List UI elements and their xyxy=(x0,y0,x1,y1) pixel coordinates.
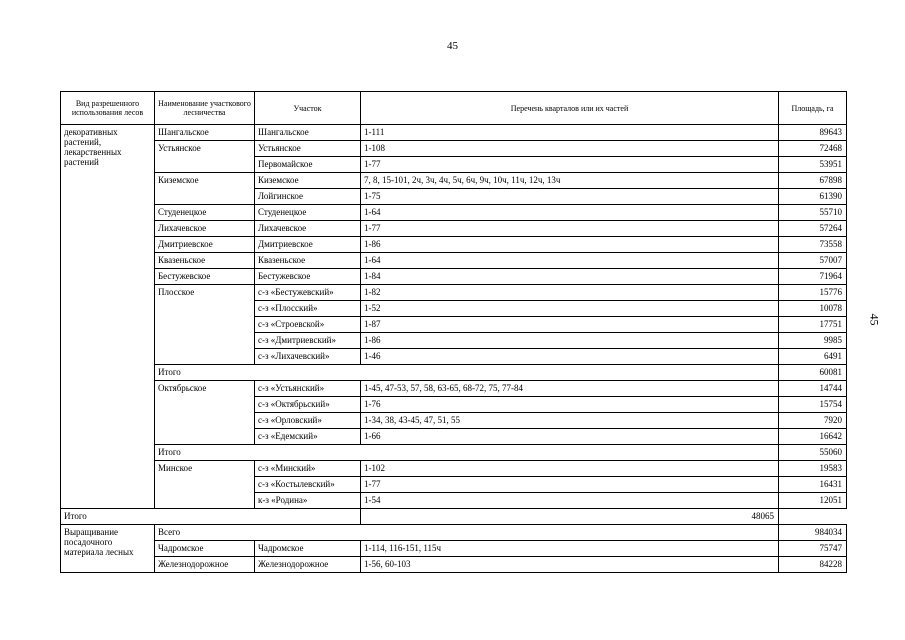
plot-cell: с-з «Плосский» xyxy=(255,301,361,317)
forestry-cell: Дмитриевское xyxy=(155,237,255,253)
forestry-cell: Шангальское xyxy=(155,125,255,141)
header-plot: Участок xyxy=(255,92,361,125)
quarters-cell: 1-77 xyxy=(361,157,779,173)
table-row xyxy=(61,541,847,557)
header-area: Площадь, га xyxy=(779,92,847,125)
header-row xyxy=(61,92,847,125)
area-cell: 9985 xyxy=(779,333,847,349)
plot-cell: Железнодорожное xyxy=(255,557,361,573)
quarters-cell: 1-77 xyxy=(361,221,779,237)
quarters-cell: 1-34, 38, 43-45, 47, 51, 55 xyxy=(361,413,779,429)
plot-cell: Лихачевское xyxy=(255,221,361,237)
area-cell: 17751 xyxy=(779,317,847,333)
use-type-cell: декоративных растений, лекарственных растений xyxy=(61,125,155,509)
quarters-cell: 1-77 xyxy=(361,477,779,493)
plot-cell: Первомайское xyxy=(255,157,361,173)
subtotal-area: 60081 xyxy=(779,365,847,381)
quarters-cell: 1-56, 60-103 xyxy=(361,557,779,573)
plot-cell: Чадромское xyxy=(255,541,361,557)
header-use-type: Вид разрешенного использования лесов xyxy=(61,92,155,125)
use-type-cell: Выращивание посадочного материала лесных xyxy=(61,525,155,573)
quarters-cell: 1-54 xyxy=(361,493,779,509)
forestry-cell: Чадромское xyxy=(155,541,255,557)
forestry-cell: Киземское xyxy=(155,173,255,205)
table-row xyxy=(61,205,847,221)
subtotal-row xyxy=(61,365,847,381)
forestry-cell: Минское xyxy=(155,461,255,509)
plot-cell: Киземское xyxy=(255,173,361,189)
plot-cell: с-з «Лихачевский» xyxy=(255,349,361,365)
header-quarters: Перечень кварталов или их частей xyxy=(361,92,779,125)
quarters-cell: 1-45, 47-53, 57, 58, 63-65, 68-72, 75, 77-84 xyxy=(361,381,779,397)
quarters-cell: 1-64 xyxy=(361,253,779,269)
subtotal-area: 48065 xyxy=(361,509,779,525)
plot-cell: с-з «Едемский» xyxy=(255,429,361,445)
quarters-cell: 1-87 xyxy=(361,317,779,333)
plot-cell: Дмитриевское xyxy=(255,237,361,253)
plot-cell: с-з «Минский» xyxy=(255,461,361,477)
quarters-cell: 1-82 xyxy=(361,285,779,301)
area-cell: 16642 xyxy=(779,429,847,445)
plot-cell: с-з «Бестужевский» xyxy=(255,285,361,301)
area-cell: 15754 xyxy=(779,397,847,413)
total-area: 984034 xyxy=(779,525,847,541)
area-cell: 12051 xyxy=(779,493,847,509)
subtotal-area: 55060 xyxy=(779,445,847,461)
total-row xyxy=(61,525,847,541)
plot-cell: Квазеньское xyxy=(255,253,361,269)
quarters-cell: 1-46 xyxy=(361,349,779,365)
forestry-cell: Плосское xyxy=(155,285,255,365)
forestry-cell: Железнодорожное xyxy=(155,557,255,573)
quarters-cell: 1-76 xyxy=(361,397,779,413)
subtotal-row xyxy=(61,445,847,461)
quarters-cell: 1-75 xyxy=(361,189,779,205)
total-label: Всего xyxy=(155,525,779,541)
table-row xyxy=(61,253,847,269)
table-row xyxy=(61,237,847,253)
subtotal-label: Итого xyxy=(155,365,779,381)
table-row xyxy=(61,221,847,237)
area-cell: 89643 xyxy=(779,125,847,141)
area-cell: 53951 xyxy=(779,157,847,173)
forest-use-table xyxy=(60,91,847,573)
page-number: 45 xyxy=(447,40,458,52)
quarters-cell: 1-66 xyxy=(361,429,779,445)
forestry-cell: Студенецкое xyxy=(155,205,255,221)
plot-cell: Шангальское xyxy=(255,125,361,141)
plot-cell: Студенецкое xyxy=(255,205,361,221)
plot-cell: Лойгинское xyxy=(255,189,361,205)
plot-cell: с-з «Устьянский» xyxy=(255,381,361,397)
table-row xyxy=(61,173,847,189)
area-cell: 6491 xyxy=(779,349,847,365)
area-cell: 67898 xyxy=(779,173,847,189)
forestry-cell: Квазеньское xyxy=(155,253,255,269)
subtotal-row xyxy=(61,509,847,525)
quarters-cell: 1-86 xyxy=(361,237,779,253)
area-cell: 7920 xyxy=(779,413,847,429)
quarters-cell: 1-114, 116-151, 115ч xyxy=(361,541,779,557)
table-row xyxy=(61,461,847,477)
table-row xyxy=(61,381,847,397)
header-forestry: Наименование участкового лесничества xyxy=(155,92,255,125)
table-row xyxy=(61,285,847,301)
plot-cell: с-з «Октябрьский» xyxy=(255,397,361,413)
quarters-cell: 1-108 xyxy=(361,141,779,157)
quarters-cell: 1-86 xyxy=(361,333,779,349)
plot-cell: Устьянское xyxy=(255,141,361,157)
area-cell: 57264 xyxy=(779,221,847,237)
area-cell: 14744 xyxy=(779,381,847,397)
table-row xyxy=(61,269,847,285)
area-cell: 73558 xyxy=(779,237,847,253)
area-cell: 72468 xyxy=(779,141,847,157)
area-cell: 84228 xyxy=(779,557,847,573)
area-cell: 19583 xyxy=(779,461,847,477)
table-row xyxy=(61,557,847,573)
table-row xyxy=(61,125,847,141)
quarters-cell: 7, 8, 15-101, 2ч, 3ч, 4ч, 5ч, 6ч, 9ч, 10ч, 11ч, 12ч, 13ч xyxy=(361,173,779,189)
quarters-cell: 1-64 xyxy=(361,205,779,221)
side-page-number: 45 xyxy=(867,313,882,326)
area-cell: 61390 xyxy=(779,189,847,205)
subtotal-label: Итого xyxy=(155,445,779,461)
quarters-cell: 1-102 xyxy=(361,461,779,477)
plot-cell: к-з «Родина» xyxy=(255,493,361,509)
plot-cell: с-з «Орловский» xyxy=(255,413,361,429)
plot-cell: с-з «Строевской» xyxy=(255,317,361,333)
plot-cell: с-з «Дмитриевский» xyxy=(255,333,361,349)
quarters-cell: 1-111 xyxy=(361,125,779,141)
area-cell: 15776 xyxy=(779,285,847,301)
area-cell: 16431 xyxy=(779,477,847,493)
area-cell: 71964 xyxy=(779,269,847,285)
forestry-cell: Устьянское xyxy=(155,141,255,173)
forestry-cell: Бестужевское xyxy=(155,269,255,285)
quarters-cell: 1-84 xyxy=(361,269,779,285)
area-cell: 75747 xyxy=(779,541,847,557)
subtotal-label: Итого xyxy=(61,509,361,525)
forestry-cell: Октябрьское xyxy=(155,381,255,445)
plot-cell: с-з «Костылевский» xyxy=(255,477,361,493)
area-cell: 10078 xyxy=(779,301,847,317)
area-cell: 55710 xyxy=(779,205,847,221)
plot-cell: Бестужевское xyxy=(255,269,361,285)
area-cell: 57007 xyxy=(779,253,847,269)
forestry-cell: Лихачевское xyxy=(155,221,255,237)
quarters-cell: 1-52 xyxy=(361,301,779,317)
table-row xyxy=(61,141,847,157)
